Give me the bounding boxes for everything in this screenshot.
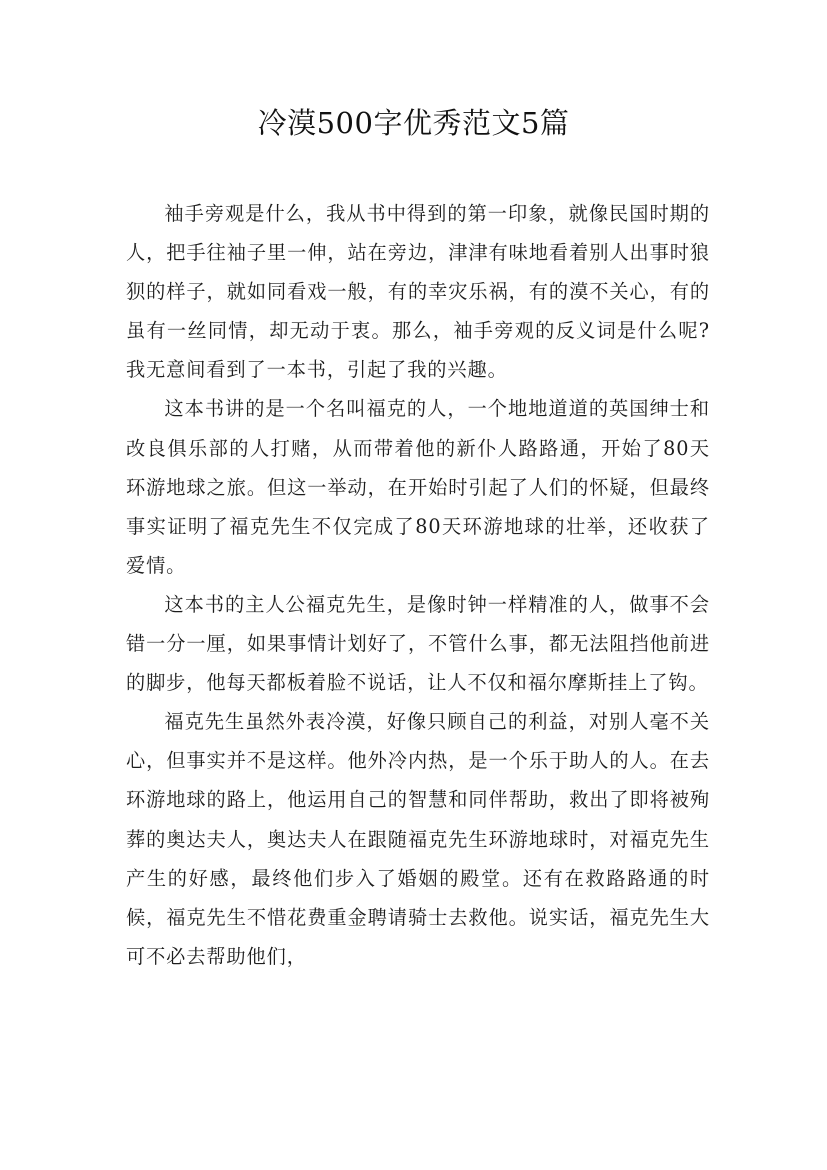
paragraph: 这本书的主人公福克先生，是像时钟一样精准的人，做事不会错一分一厘，如果事情计划好了，不管什么事，都无法阻挡他前进的脚步，他每天都板着脸不说话，让人不仅和福尔摩斯挂上了钩。	[126, 592, 710, 695]
paragraph: 袖手旁观是什么，我从书中得到的第一印象，就像民国时期的人，把手往袖子里一伸，站在旁边，津津有味地看着别人出事时狼狈的样子，就如同看戏一般，有的幸灾乐祸，有的漠不关心，有的虽有一丝同情，却无动于衷。那么，袖手旁观的反义词是什么呢?我无意间看到了一本书，引起了我的兴趣。	[126, 202, 710, 382]
document-body	[126, 194, 710, 976]
paragraph: 福克先生虽然外表冷漠，好像只顾自己的利益，对别人毫不关心，但事实并不是这样。他外冷内热，是一个乐于助人的人。在去环游地球的路上，他运用自己的智慧和同伴帮助，救出了即将被殉葬的奥达夫人，奥达夫人在跟随福克先生环游地球时，对福克先生产生的好感，最终他们步入了婚姻的殿堂。还有在救路路通的时候，福克先生不惜花费重金聘请骑士去救他。说实话，福克先生大可不必去帮助他们，	[126, 710, 710, 968]
paragraph: 这本书讲的是一个名叫福克的人，一个地地道道的英国绅士和改良俱乐部的人打赌，从而带着他的新仆人路路通，开始了80天环游地球之旅。但这一举动，在开始时引起了人们的怀疑，但最终事实证明了福克先生不仅完成了80天环游地球的壮举，还收获了爱情。	[126, 397, 710, 577]
document-title: 冷漠500字优秀范文5篇	[257, 106, 570, 140]
